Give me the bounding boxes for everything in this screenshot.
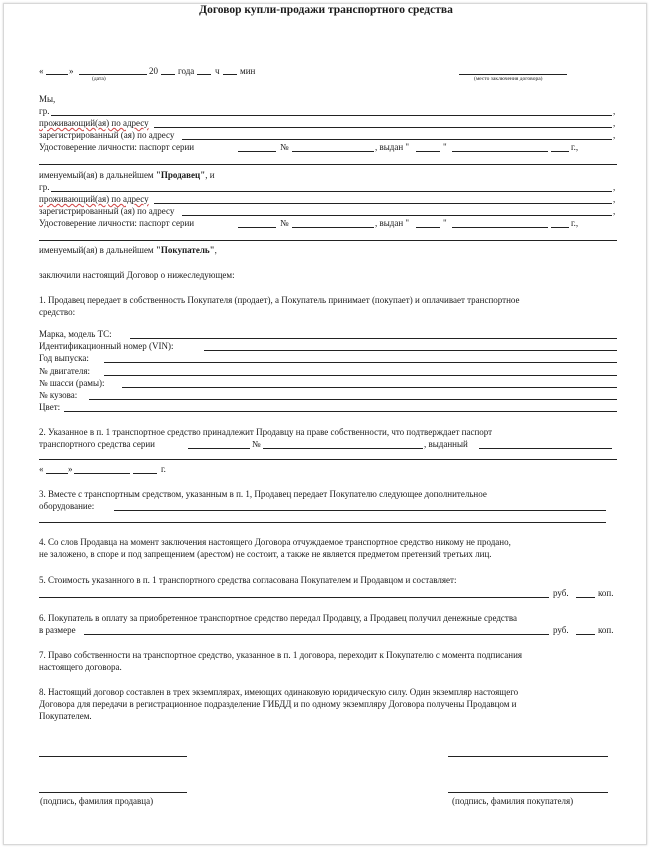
buyer-residing-label: [39, 194, 149, 204]
section8-line2: Договора для передачи в регистрационное подразделение ГИБДД и по одному экземпляру Договора получены Продавцом и: [39, 699, 517, 709]
pts-date-close: »: [68, 464, 73, 474]
payment-blank: [84, 634, 549, 635]
buyer-signature-caption: (подпись, фамилия покупателя): [452, 796, 574, 806]
pts-day-blank: [46, 473, 68, 474]
comma: ,: [613, 106, 616, 116]
section1-line1: 1. Продавец передает в собственность Покупателя (продает), а Покупатель принимает (покупает) и оплачивает транспортное: [39, 295, 520, 305]
seller-citizen-label: гр.: [39, 106, 50, 116]
issued-label: , выдан ": [375, 218, 410, 228]
year-short: г.,: [571, 142, 579, 152]
section8-line3: Покупателем.: [39, 711, 92, 721]
section5-line1: 5. Стоимость указанного в п. 1 транспортного средства согласована Покупателем и Продавцом и составляет:: [39, 575, 457, 585]
pts-date-open: «: [39, 464, 44, 474]
date-year-blank: [161, 74, 175, 75]
section4-line1: 4. Со слов Продавца на момент заключения настоящего Договора отчуждаемое транспортное средство никому не продано,: [39, 537, 511, 547]
pts-number-blank: [263, 448, 423, 449]
price-kop: коп.: [598, 588, 614, 598]
minutes-label: мин: [240, 66, 256, 76]
place-blank: [459, 74, 567, 75]
seller-issued-month-blank: [452, 151, 548, 152]
seller-registered-label: зарегистрированный (ая) по адресу: [39, 130, 175, 140]
buyer-reg-address-blank: [182, 215, 612, 216]
pts-series-blank: [188, 448, 250, 449]
comma: ,: [613, 206, 616, 216]
concluded-text: заключили настоящий Договор о нижеследующем:: [39, 270, 235, 280]
buyer-name-line: [448, 792, 608, 793]
seller-signature-line: [39, 756, 187, 757]
hours-label: ч: [215, 66, 220, 76]
field-body: № кузова:: [39, 390, 78, 400]
seller-issued-year-blank: [551, 151, 569, 152]
field-make-model: Марка, модель ТС:: [39, 329, 112, 339]
buyer-issued-month-blank: [452, 227, 548, 228]
buyer-term: "Покупатель": [155, 245, 215, 255]
quote-mark: ": [443, 218, 447, 228]
seller-term: "Продавец": [155, 170, 206, 180]
number-sign: №: [280, 218, 289, 228]
named-prefix: именуемый(ая) в дальнейшем: [39, 170, 154, 180]
comma: ,: [613, 118, 616, 128]
named-prefix: именуемый(ая) в дальнейшем: [39, 245, 154, 255]
year-prefix: 20: [149, 66, 158, 76]
equipment-blank-2: [39, 522, 606, 523]
number-sign: №: [280, 142, 289, 152]
seller-suffix: , и: [205, 170, 215, 180]
seller-name-blank: [51, 115, 612, 116]
contract-page: [3, 3, 647, 845]
price-blank: [39, 597, 549, 598]
date-month-blank: [79, 74, 147, 75]
seller-passport-series-blank: [238, 151, 276, 152]
field-engine: № двигателя:: [39, 366, 90, 376]
buyer-registered-label: зарегистрированный (ая) по адресу: [39, 206, 175, 216]
seller-address-blank: [154, 127, 612, 128]
field-chassis: № шасси (рамы):: [39, 378, 105, 388]
hours-blank: [197, 74, 211, 75]
document-title: Договор купли-продажи транспортного средства: [199, 4, 453, 16]
field-engine-blank: [104, 375, 617, 376]
place-caption: (место заключения договора): [474, 76, 543, 82]
year-short: г.,: [571, 218, 579, 228]
buyer-id-label: Удостоверение личности: паспорт серии: [39, 218, 195, 228]
seller-name-line: [39, 792, 187, 793]
field-color: Цвет:: [39, 402, 61, 412]
pts-month-blank: [74, 473, 130, 474]
field-year: Год выпуска:: [39, 353, 89, 363]
buyer-named-line: [39, 245, 217, 255]
comma: ,: [613, 130, 616, 140]
payment-kop-blank: [576, 634, 595, 635]
equipment-blank: [114, 510, 606, 511]
section3-line1: 3. Вместе с транспортным средством, указанным в п. 1, Продавец передает Покупателю следующее дополнительное: [39, 489, 487, 499]
field-chassis-blank: [122, 387, 617, 388]
buyer-passport-series-blank: [238, 227, 276, 228]
section8-line1: 8. Настоящий договор составлен в трех экземплярах, имеющих одинаковую юридическую силу. Один экземпляр настоящего: [39, 687, 519, 697]
section4-line2: не заложено, в споре и под запрещением (арестом) не состоит, а также не является предметом претензий третьих лиц.: [39, 549, 492, 559]
date-day-blank: [46, 74, 68, 75]
buyer-passport-number-blank: [292, 227, 374, 228]
section7-line2: настоящего договора.: [39, 662, 122, 672]
seller-reg-address-blank: [182, 139, 612, 140]
buyer-suffix: ,: [214, 245, 217, 255]
quote-mark: ": [443, 142, 447, 152]
price-kop-blank: [576, 597, 595, 598]
pts-year-blank: [133, 473, 157, 474]
price-rub: руб.: [553, 588, 569, 598]
field-body-blank: [89, 399, 617, 400]
residing-text: проживающий(ая) по адресу: [39, 118, 149, 128]
comma: ,: [613, 182, 616, 192]
payment-rub: руб.: [553, 625, 569, 635]
field-vin-blank: [204, 350, 617, 351]
buyer-address-blank: [154, 203, 612, 204]
minutes-blank: [223, 74, 237, 75]
section3-line2: оборудование:: [39, 501, 95, 511]
seller-id-label: Удостоверение личности: паспорт серии: [39, 142, 195, 152]
year-suffix: года: [178, 66, 195, 76]
seller-passport-number-blank: [292, 151, 374, 152]
seller-residing-label: [39, 118, 149, 128]
date-open-quote: «: [39, 66, 44, 76]
pts-issuer-blank-2: [39, 459, 617, 460]
section7-line1: 7. Право собственности на транспортное средство, указанное в п. 1 договора, переходит к Покупателю с момента подписания: [39, 650, 523, 660]
pts-issued-label: , выданный: [424, 439, 468, 449]
section2-prefix: транспортного средства серии: [39, 439, 155, 449]
seller-named-line: [39, 170, 215, 180]
buyer-signature-line: [448, 756, 608, 757]
we-label: Мы,: [39, 94, 56, 104]
buyer-issued-day-blank: [416, 227, 440, 228]
pts-issuer-blank: [479, 448, 612, 449]
section1-line2: средство:: [39, 307, 76, 317]
pts-year-suffix: г.: [161, 464, 166, 474]
seller-signature-caption: (подпись, фамилия продавца): [40, 796, 154, 806]
buyer-citizen-label: гр.: [39, 182, 50, 192]
payment-kop: коп.: [598, 625, 614, 635]
field-color-blank: [64, 411, 617, 412]
buyer-issuer-blank: [39, 240, 617, 241]
section6-prefix: в размере: [39, 625, 76, 635]
seller-issuer-blank: [39, 164, 617, 165]
issued-label: , выдан ": [375, 142, 410, 152]
pts-number-sign: №: [252, 439, 261, 449]
date-close-quote: »: [69, 66, 74, 76]
section6-line1: 6. Покупатель в оплату за приобретенное транспортное средство передал Продавцу, а Продавец получил денежные средства: [39, 613, 517, 623]
buyer-name-blank: [51, 191, 612, 192]
section2-line1: 2. Указанное в п. 1 транспортное средство принадлежит Продавцу на праве собственности, что подтверждает паспорт: [39, 427, 493, 437]
field-vin: Идентификационный номер (VIN):: [39, 341, 174, 351]
field-make-model-blank: [130, 338, 617, 339]
date-caption: (дата): [92, 76, 106, 82]
comma: ,: [613, 194, 616, 204]
field-year-blank: [104, 362, 617, 363]
buyer-issued-year-blank: [551, 227, 569, 228]
seller-issued-day-blank: [416, 151, 440, 152]
residing-text: проживающий(ая) по адресу: [39, 194, 149, 204]
